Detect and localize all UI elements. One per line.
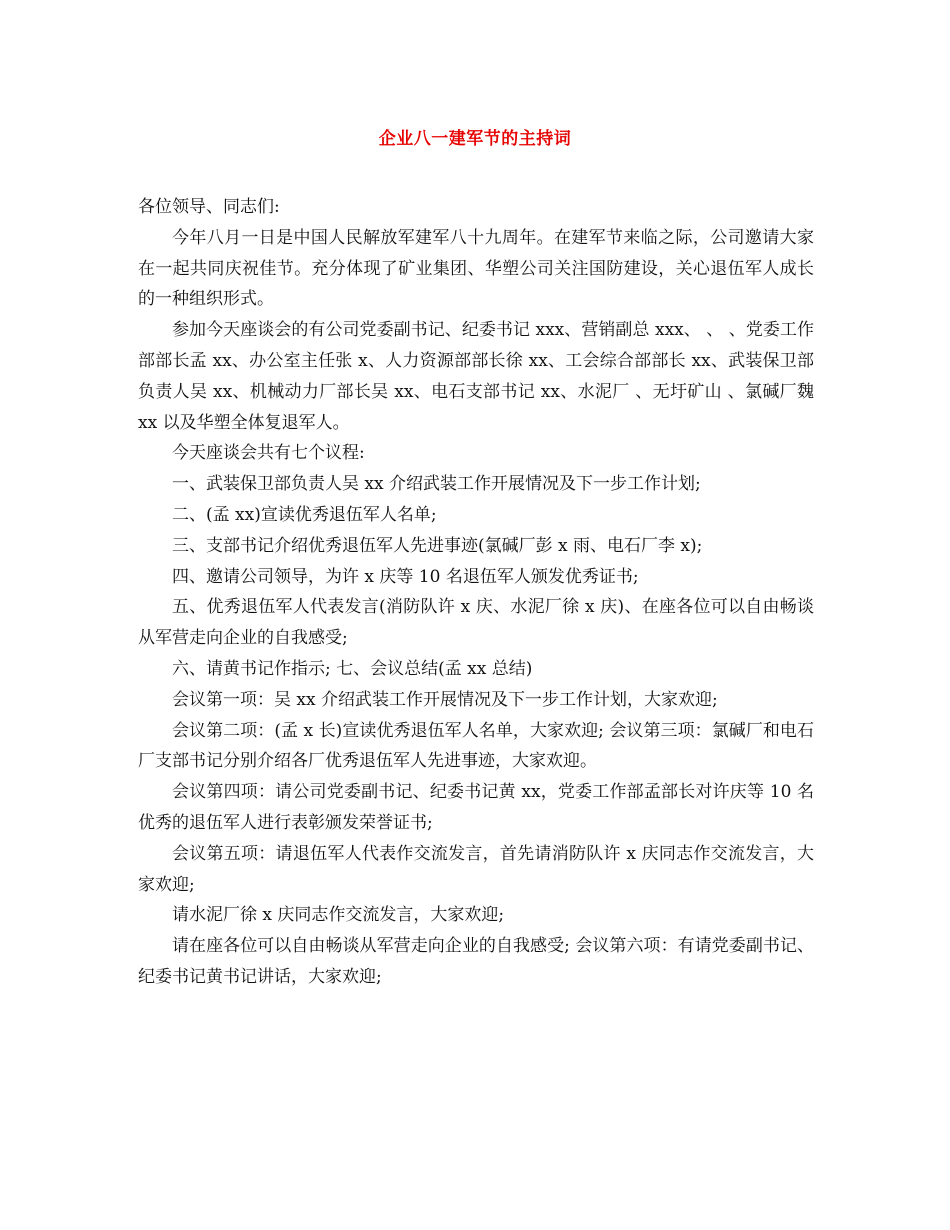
document-body — [138, 192, 814, 993]
agenda-heading: 今天座谈会共有七个议程: — [172, 443, 365, 464]
session-paragraph: 会议第四项：请公司党委副书记、纪委书记黄 xx，党委工作部孟部长对许庆等 10 名优秀的退伍军人进行表彰颁发荣誉证书; — [138, 782, 814, 833]
session-paragraph: 请水泥厂徐 x 庆同志作交流发言，大家欢迎; — [172, 905, 505, 926]
agenda-item: 六、请黄书记作指示; 七、会议总结(孟 xx 总结) — [172, 658, 533, 679]
session-paragraph: 会议第一项：吴 xx 介绍武装工作开展情况及下一步工作计划，大家欢迎; — [172, 689, 718, 710]
intro-paragraph: 今年八月一日是中国人民解放军建军八十九周年。在建军节来临之际，公司邀请大家在一起共同庆祝佳节。充分体现了矿业集团、华塑公司关注国防建设，关心退伍军人成长的一种组织形式。 — [138, 227, 814, 310]
agenda-item: 五、优秀退伍军人代表发言(消防队许 x 庆、水泥厂徐 x 庆)、在座各位可以自由畅谈从军营走向企业的自我感受; — [138, 597, 814, 649]
agenda-item: 一、武装保卫部负责人吴 xx 介绍武装工作开展情况及下一步工作计划; — [172, 474, 701, 495]
session-paragraph: 会议第五项：请退伍军人代表作交流发言，首先请消防队许 x 庆同志作交流发言，大家欢迎; — [138, 843, 814, 895]
session-paragraph: 会议第二项：(孟 x 长)宣读优秀退伍军人名单，大家欢迎; 会议第三项：氯碱厂和电石厂支部书记分别介绍各厂优秀退伍军人先进事迹，大家欢迎。 — [138, 720, 814, 772]
agenda-item: 四、邀请公司领导，为许 x 庆等 10 名退伍军人颁发优秀证书; — [172, 566, 639, 587]
agenda-item: 三、支部书记介绍优秀退伍军人先进事迹(氯碱厂彭 x 雨、电石厂李 x); — [172, 535, 703, 556]
page-title: 企业八一建军节的主持词 — [378, 129, 572, 149]
session-paragraph: 请在座各位可以自由畅谈从军营走向企业的自我感受; 会议第六项：有请党委副书记、纪委书记黄书记讲话，大家欢迎; — [138, 936, 814, 987]
attendees-paragraph: 参加今天座谈会的有公司党委副书记、纪委书记 xxx、营销副总 xxx、 、 、党委工作部部长孟 xx、办公室主任张 x、人力资源部部长徐 xx、工会综合部部长 xx、武装保卫部负责人吴 xx、机械动力厂部长吴 xx、电石支部书记 xx、水泥厂 、无圩矿山 、氯碱厂魏 xx 以及华塑全体复退军人。 — [138, 320, 814, 433]
greeting-paragraph: 各位领导、同志们: — [138, 197, 280, 217]
agenda-item: 二、(孟 xx)宣读优秀退伍军人名单; — [172, 504, 437, 525]
